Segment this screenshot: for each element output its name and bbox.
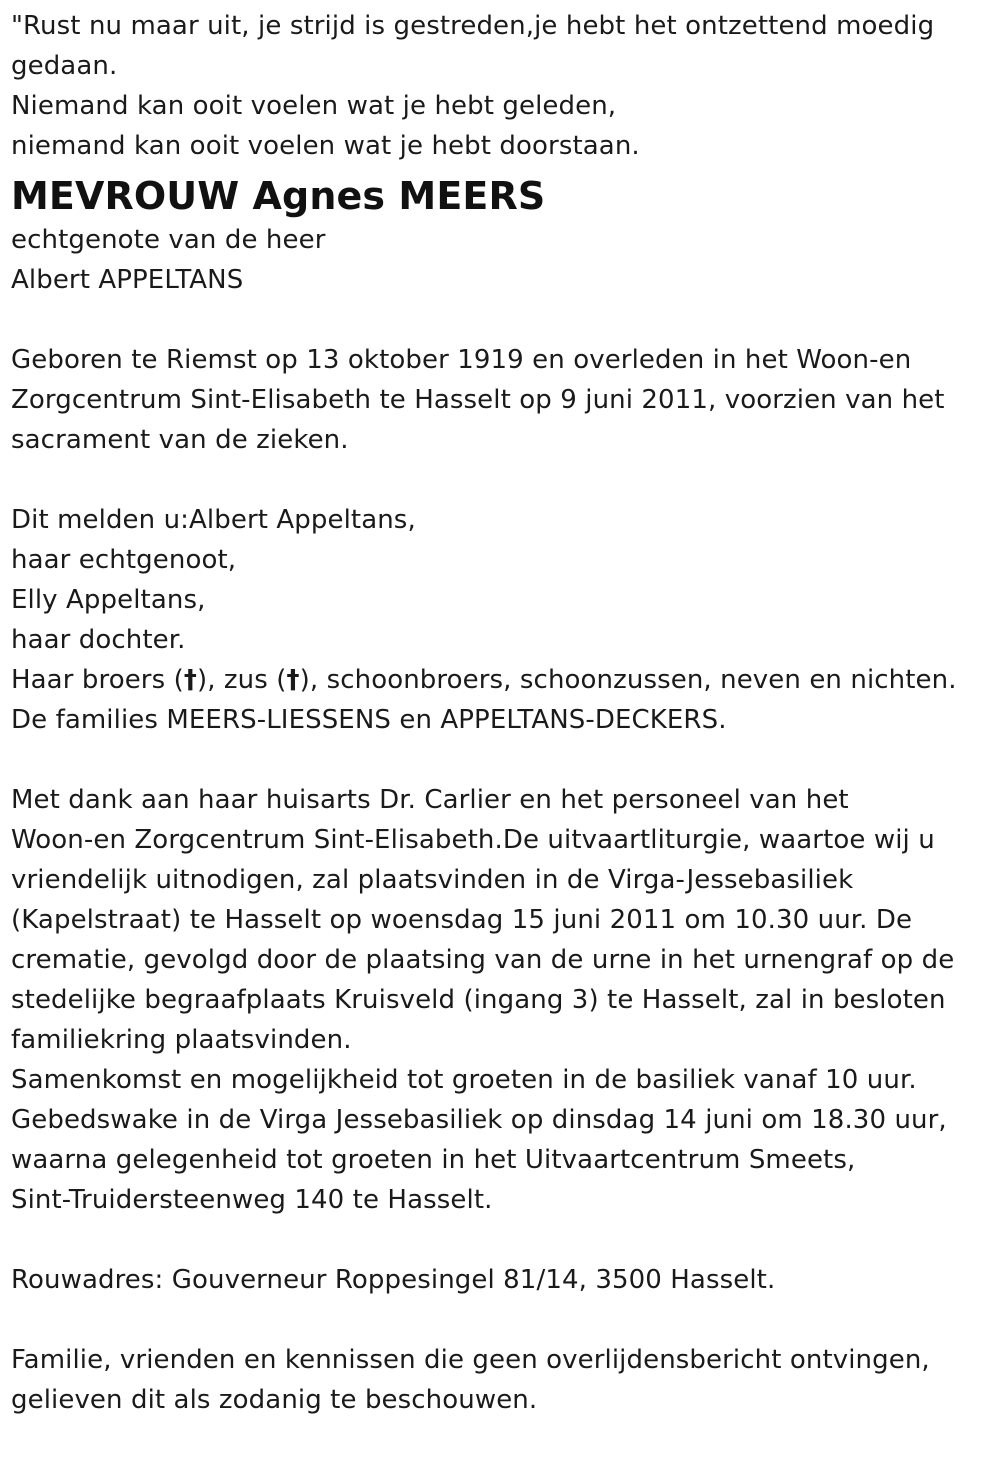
ceremony-line-11: Sint-Truidersteenweg 140 te Hasselt. — [11, 1185, 493, 1215]
birth-death-line-3: sacrament van de zieken. — [11, 425, 349, 455]
ceremony-line-5: crematie, gevolgd door de plaatsing van de urne in het urnengraf op de — [11, 945, 955, 975]
poem-line-3: Niemand kan ooit voelen wat je hebt geleden, — [11, 91, 617, 121]
spacer — [11, 740, 986, 780]
poem-line-4: niemand kan ooit voelen wat je hebt doorstaan. — [11, 131, 640, 161]
family-line-2: haar echtgenoot, — [11, 545, 237, 575]
spacer — [11, 460, 986, 500]
birth-death-line-2: Zorgcentrum Sint-Elisabeth te Hasselt op 9 juni 2011, voorzien van het — [11, 385, 945, 415]
family-line-3: Elly Appeltans, — [11, 585, 206, 615]
relation-line-1: echtgenote van de heer — [11, 225, 326, 255]
family-line-5 — [11, 660, 986, 700]
ceremony-line-9: Gebedswake in de Virga Jessebasiliek op dinsdag 14 juni om 18.30 uur, — [11, 1105, 947, 1135]
ceremony-line-10: waarna gelegenheid tot groeten in het Uitvaartcentrum Smeets, — [11, 1145, 856, 1175]
address-line: Rouwadres: Gouverneur Roppesingel 81/14, 3500 Hasselt. — [11, 1265, 776, 1295]
family-line-5-part-c: ), schoonbroers, schoonzussen, neven en nichten. — [299, 665, 957, 695]
family-line-6: De families MEERS-LIESSENS en APPELTANS-DECKERS. — [11, 705, 727, 735]
ceremony-line-3: vriendelijk uitnodigen, zal plaatsvinden in de Virga-Jessebasiliek — [11, 865, 854, 895]
spacer — [11, 1220, 986, 1260]
poem-line-1: "Rust nu maar uit, je strijd is gestreden,je hebt het ontzettend moedig — [11, 11, 935, 41]
birth-death-line-1: Geboren te Riemst op 13 oktober 1919 en overleden in het Woon-en — [11, 345, 912, 375]
ceremony-line-7: familiekring plaatsvinden. — [11, 1025, 352, 1055]
cross-icon: † — [286, 665, 300, 695]
closing-line-2: gelieven dit als zodanig te beschouwen. — [11, 1385, 538, 1415]
ceremony-line-2: Woon-en Zorgcentrum Sint-Elisabeth.De uitvaartliturgie, waartoe wij u — [11, 825, 935, 855]
closing-line-1: Familie, vrienden en kennissen die geen overlijdensbericht ontvingen, — [11, 1345, 930, 1375]
family-line-5-part-b: ), zus ( — [196, 665, 287, 695]
poem-line-2: gedaan. — [11, 51, 118, 81]
ceremony-line-6: stedelijke begraafplaats Kruisveld (ingang 3) te Hasselt, zal in besloten — [11, 985, 946, 1015]
ceremony-line-8: Samenkomst en mogelijkheid tot groeten in de basiliek vanaf 10 uur. — [11, 1065, 917, 1095]
spacer — [11, 1300, 986, 1340]
family-line-1: Dit melden u:Albert Appeltans, — [11, 505, 416, 535]
family-line-5-part-a: Haar broers ( — [11, 665, 184, 695]
family-line-4: haar dochter. — [11, 625, 186, 655]
ceremony-line-1: Met dank aan haar huisarts Dr. Carlier en het personeel van het — [11, 785, 849, 815]
cross-icon: † — [183, 665, 197, 695]
spacer — [11, 300, 986, 340]
relation-line-2: Albert APPELTANS — [11, 265, 244, 295]
ceremony-line-4: (Kapelstraat) te Hasselt op woensdag 15 juni 2011 om 10.30 uur. De — [11, 905, 913, 935]
obituary-text — [11, 6, 986, 1420]
deceased-name-heading: MEVROUW Agnes MEERS — [11, 174, 546, 218]
